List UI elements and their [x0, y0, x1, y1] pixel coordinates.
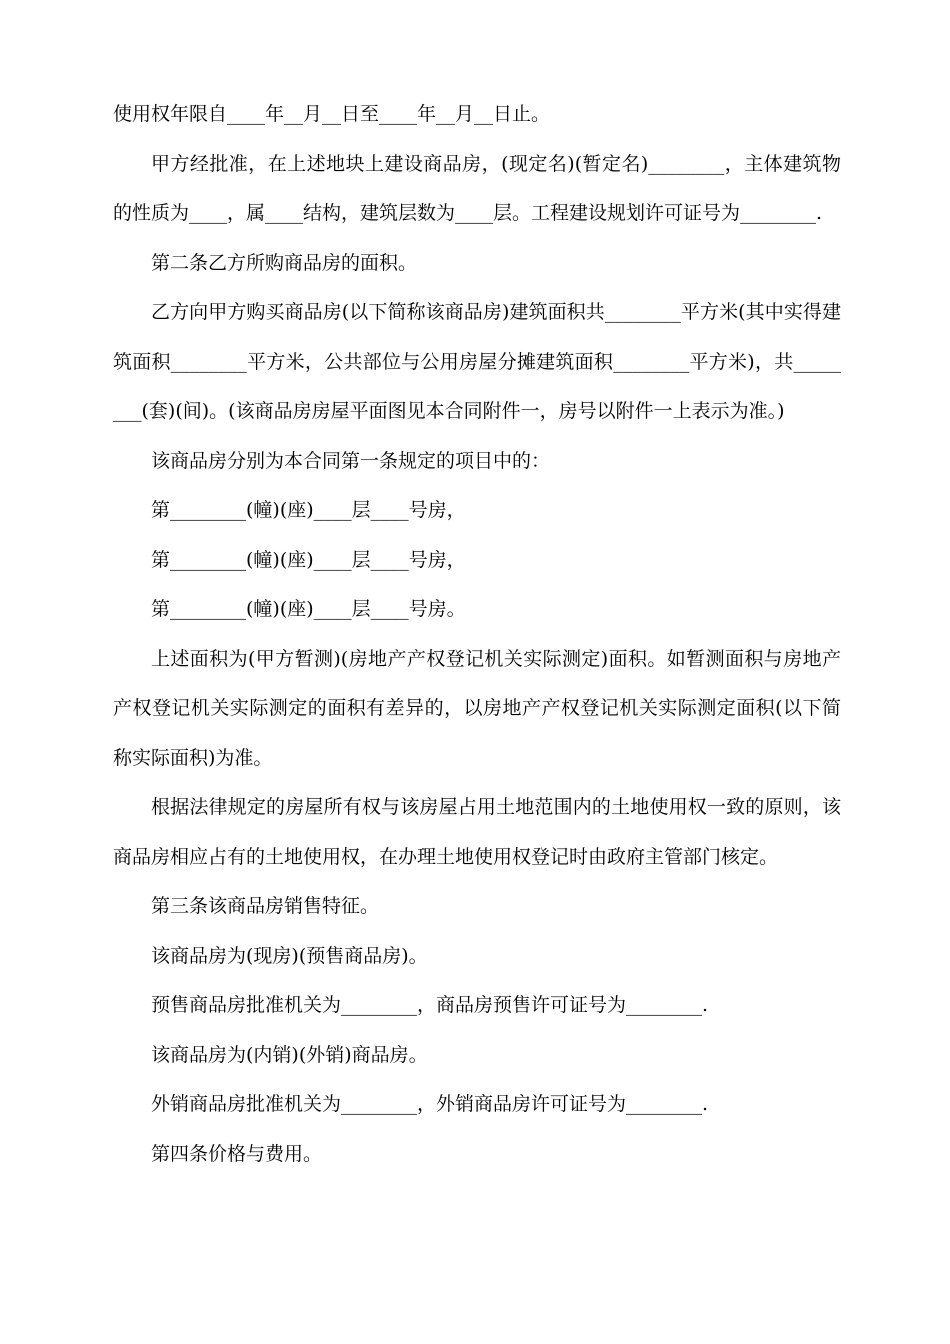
- contract-paragraph: 第________(幢)(座)____层____号房，: [151, 499, 466, 521]
- contract-paragraph: 甲方经批准，在上述地块上建设商品房，(现定名)(暂定名)________，主体建筑物的性质为____，属____结构，建筑层数为____层。工程建设规划许可证号为________.: [113, 152, 841, 224]
- contract-paragraph: 第二条乙方所购商品房的面积。: [151, 251, 418, 274]
- contract-paragraph: 使用权年限自____年__月__日至____年__月__日止。: [113, 103, 551, 125]
- contract-paragraph: 第________(幢)(座)____层____号房，: [151, 548, 466, 571]
- contract-paragraph: 该商品房为(现房)(预售商品房)。: [151, 944, 428, 967]
- contract-paragraph: 该商品房分别为本合同第一条规定的项目中的：: [151, 449, 551, 472]
- contract-paragraph: 乙方向甲方购买商品房(以下简称该商品房)建筑面积共________平方米(其中实得建筑面积________平方米，公共部位与公用房屋分摊建筑面积________平方米)，共________(套)(间)。(该商品房房屋平面图见本合同附件一，房号以附件一上表示为准。): [113, 301, 841, 422]
- document-page: [113, 90, 841, 1179]
- contract-paragraph: 第四条价格与费用。: [151, 1142, 323, 1165]
- contract-paragraph: 第________(幢)(座)____层____号房。: [151, 598, 466, 620]
- contract-paragraph: 外销商品房批准机关为________，外销商品房许可证号为________.: [151, 1093, 709, 1115]
- contract-paragraph: 根据法律规定的房屋所有权与该房屋占用土地范围内的土地使用权一致的原则，该商品房相应占有的土地使用权，在办理土地使用权登记时由政府主管部门核定。: [113, 796, 841, 868]
- contract-paragraph: 该商品房为(内销)(外销)商品房。: [151, 1043, 428, 1066]
- contract-paragraph: 预售商品房批准机关为________，商品房预售许可证号为________.: [151, 994, 709, 1016]
- contract-paragraph: 第三条该商品房销售特征。: [151, 895, 380, 917]
- contract-paragraph: 上述面积为(甲方暂测)(房地产产权登记机关实际测定)面积。如暂测面积与房地产产权登记机关实际测定的面积有差异的，以房地产产权登记机关实际测定面积(以下简称实际面积)为准。: [113, 647, 841, 769]
